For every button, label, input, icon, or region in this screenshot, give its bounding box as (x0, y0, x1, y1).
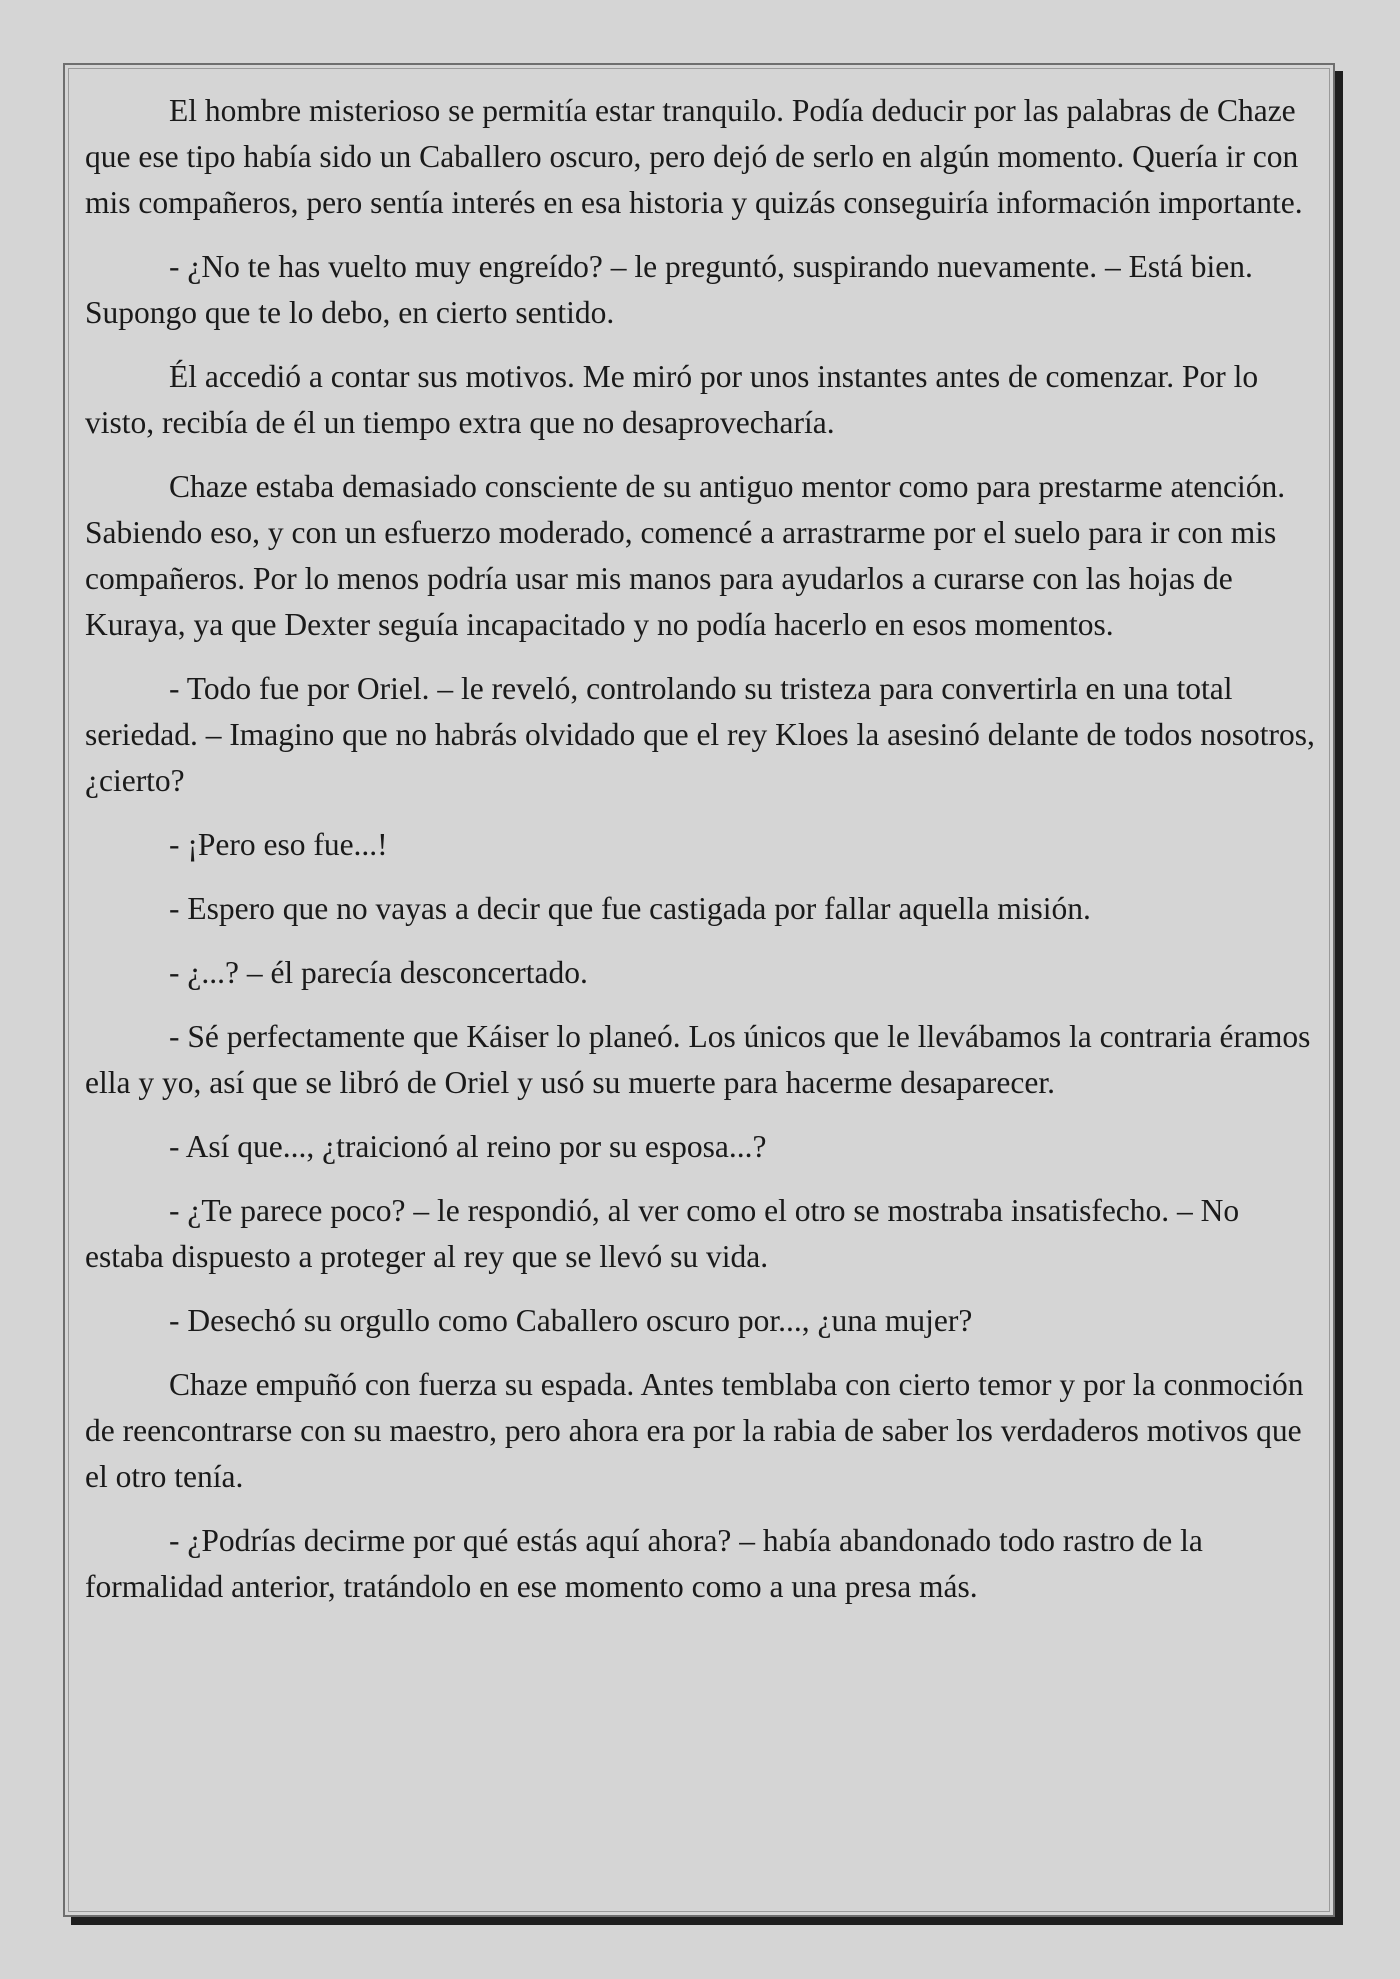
paragraph: - Así que..., ¿traicionó al reino por su esposa...? (169, 1129, 767, 1164)
paragraph: - Desechó su orgullo como Caballero oscuro por..., ¿una mujer? (169, 1303, 973, 1338)
paragraph: Chaze empuñó con fuerza su espada. Antes temblaba con cierto temor y por la conmoción de reencontrarse con su maestro, pero ahora era por la rabia de saber los verdaderos motivos que el otro tenía. (85, 1367, 1304, 1494)
paragraph: El hombre misterioso se permitía estar tranquilo. Podía deducir por las palabras de Chaze que ese tipo había sido un Caballero oscuro, pero dejó de serlo en algún momento. Quería ir con mis compañeros, pero sentía interés en esa historia y quizás conseguiría información importante. (85, 93, 1303, 220)
paragraph: - ¿Podrías decirme por qué estás aquí ahora? – había abandonado todo rastro de la formalidad anterior, tratándolo en ese momento como a una presa más. (85, 1523, 1203, 1604)
paragraph: - Todo fue por Oriel. – le reveló, controlando su tristeza para convertirla en una total seriedad. – Imagino que no habrás olvidado que el rey Kloes la asesinó delante de todos nosotros, ¿cierto? (85, 671, 1315, 798)
paragraph: Él accedió a contar sus motivos. Me miró por unos instantes antes de comenzar. Por lo visto, recibía de él un tiempo extra que no desaprovecharía. (85, 359, 1259, 440)
paragraph: Chaze estaba demasiado consciente de su antiguo mentor como para prestarme atención. Sabiendo eso, y con un esfuerzo moderado, comencé a arrastrarme por el suelo para ir con mis compañeros. Por lo menos podría usar mis manos para ayudarlos a curarse con las hojas de Kuraya, ya que Dexter seguía incapacitado y no podía hacerlo en esos momentos. (85, 469, 1286, 642)
paragraph: - ¿...? – él parecía desconcertado. (169, 955, 588, 990)
paragraph: - ¡Pero eso fue...! (169, 827, 388, 862)
page-frame (63, 63, 1335, 1917)
paragraph: - Sé perfectamente que Káiser lo planeó. Los únicos que le llevábamos la contraria éramos ella y yo, así que se libró de Oriel y usó su muerte para hacerme desaparecer. (85, 1019, 1311, 1100)
paragraph: - ¿No te has vuelto muy engreído? – le preguntó, suspirando nuevamente. – Está bien. Supongo que te lo debo, en cierto sentido. (85, 249, 1253, 330)
paragraph: - Espero que no vayas a decir que fue castigada por fallar aquella misión. (169, 891, 1091, 926)
document-text (85, 88, 1315, 1628)
paragraph: - ¿Te parece poco? – le respondió, al ver como el otro se mostraba insatisfecho. – No estaba dispuesto a proteger al rey que se llevó su vida. (85, 1193, 1240, 1274)
